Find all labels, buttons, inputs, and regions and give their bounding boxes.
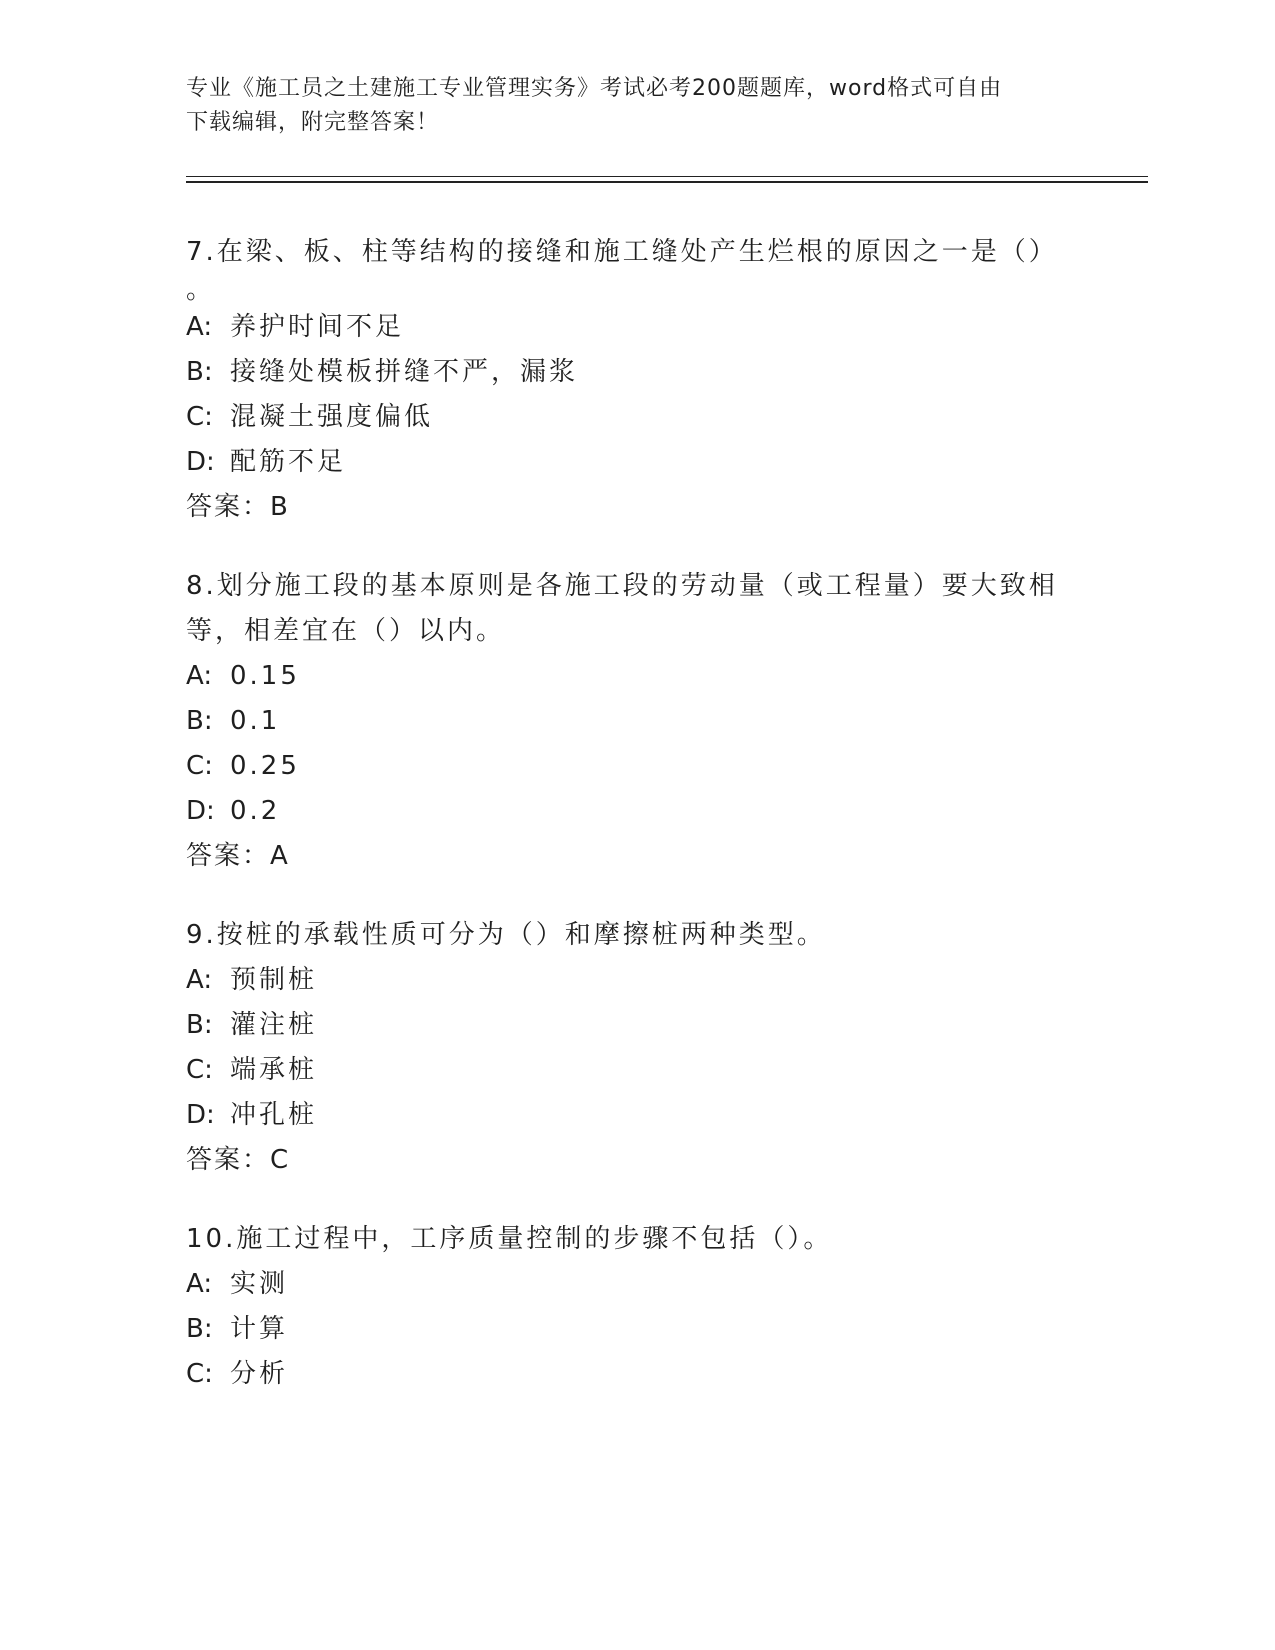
option-text: 0.15: [230, 661, 300, 691]
question-list: [186, 230, 1086, 1431]
option-letter: B:: [186, 1010, 213, 1040]
option-text: 实测: [230, 1269, 289, 1299]
option-a: [186, 1262, 1086, 1307]
option-text: 混凝土强度偏低: [230, 402, 434, 432]
option-c: [186, 1352, 1086, 1397]
header-line-1: 专业《施工员之土建施工专业管理实务》考试必考200题题库，word格式可自由: [186, 76, 1003, 101]
option-d: [186, 1093, 1086, 1138]
option-text: 冲孔桩: [230, 1100, 318, 1130]
question-10: [186, 1217, 1086, 1397]
option-text: 预制桩: [230, 965, 318, 995]
option-letter: A:: [186, 1269, 213, 1299]
option-letter: B:: [186, 357, 213, 387]
option-text: 0.1: [230, 706, 281, 736]
option-text: 计算: [230, 1314, 289, 1344]
option-letter: C:: [186, 402, 213, 432]
question-text-tail: 。: [186, 275, 213, 305]
option-letter: D:: [186, 447, 215, 477]
option-letter: A:: [186, 661, 213, 691]
answer-line: 答案：C: [186, 1145, 291, 1175]
question-text: 7.在梁、板、柱等结构的接缝和施工缝处产生烂根的原因之一是（）: [186, 237, 1058, 267]
option-text: 端承桩: [230, 1055, 318, 1085]
header-line-2: 下载编辑，附完整答案！: [186, 110, 440, 135]
option-a: [186, 305, 1086, 350]
option-a: [186, 958, 1086, 1003]
option-c: [186, 744, 1086, 789]
option-c: [186, 395, 1086, 440]
option-text: 灌注桩: [230, 1010, 318, 1040]
option-letter: C:: [186, 1055, 213, 1085]
header-divider-bottom: [186, 181, 1148, 183]
option-text: 配筋不足: [230, 447, 347, 477]
option-a: [186, 654, 1086, 699]
question-text: 10.施工过程中，工序质量控制的步骤不包括（）。: [186, 1224, 833, 1254]
question-8: [186, 564, 1086, 879]
question-7: [186, 230, 1086, 530]
option-d: [186, 789, 1086, 834]
option-letter: A:: [186, 965, 213, 995]
option-b: [186, 1307, 1086, 1352]
option-text: 0.2: [230, 796, 281, 826]
option-letter: D:: [186, 796, 215, 826]
option-letter: C:: [186, 751, 213, 781]
answer-line: 答案：B: [186, 492, 290, 522]
option-letter: A:: [186, 312, 213, 342]
option-letter: D:: [186, 1100, 215, 1130]
option-letter: C:: [186, 1359, 213, 1389]
option-text: 分析: [230, 1359, 289, 1389]
option-b: [186, 1003, 1086, 1048]
option-text: 接缝处模板拼缝不严，漏浆: [230, 357, 579, 387]
option-text: 养护时间不足: [230, 312, 405, 342]
option-d: [186, 440, 1086, 485]
option-letter: B:: [186, 706, 213, 736]
option-b: [186, 350, 1086, 395]
document-header: [186, 72, 1086, 140]
question-9: [186, 913, 1086, 1183]
option-text: 0.25: [230, 751, 300, 781]
answer-line: 答案：A: [186, 841, 290, 871]
option-c: [186, 1048, 1086, 1093]
question-text: 9.按桩的承载性质可分为（）和摩擦桩两种类型。: [186, 920, 826, 950]
option-b: [186, 699, 1086, 744]
option-letter: B:: [186, 1314, 213, 1344]
header-divider-top: [186, 176, 1148, 177]
question-text: 8.划分施工段的基本原则是各施工段的劳动量（或工程量）要大致相等，相差宜在（）以内。: [186, 571, 1058, 646]
